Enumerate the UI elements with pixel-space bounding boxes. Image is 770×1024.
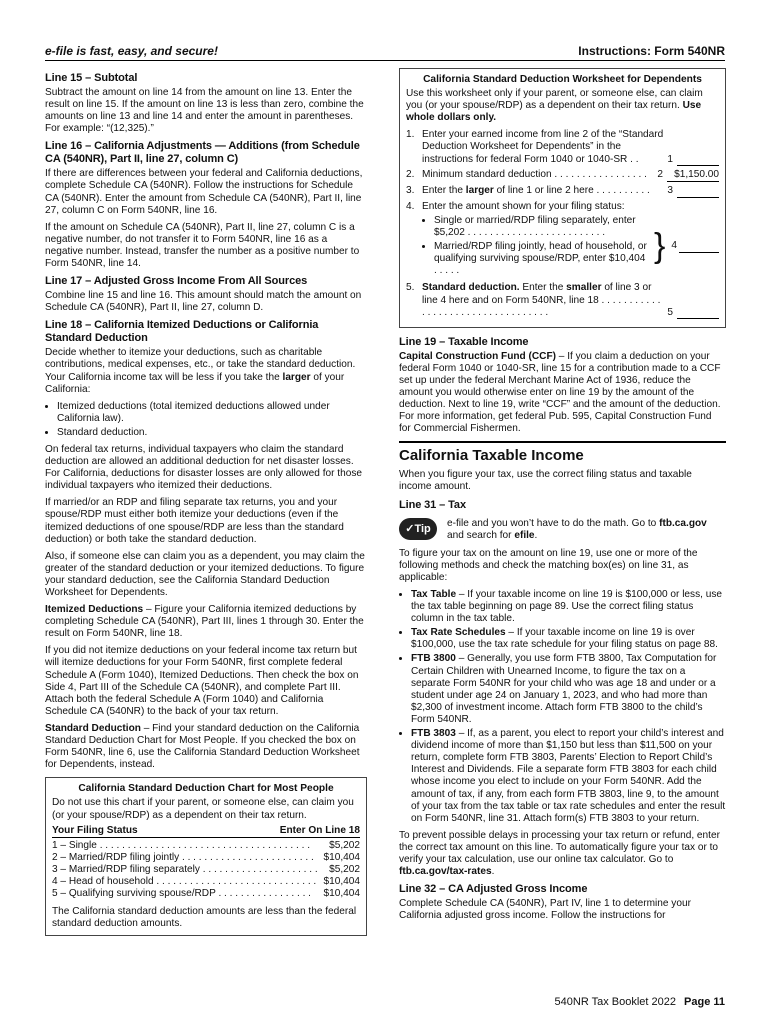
- line16-heading: Line 16 – California Adjustments — Additions (from Schedule CA (540NR), Part II, line 27, column C): [45, 140, 360, 166]
- prevent-delays-paragraph: To prevent possible delays in processing your tax return or refund, enter the correct tax amount on this line. To automatically figure your tax or to verify your tax calculation, use our online tax calculator. Go to ftb.ca.gov/tax-rates.: [399, 829, 720, 878]
- worksheet-step-5: 5. Standard deduction. Enter the smaller of line 3 or line 4 here and on Form 540NR, line 18 . . . . . . . . . . . . . . . . . . . . . . . . . . . . . . . . . . 5: [406, 282, 719, 318]
- standard-deduction-paragraph: Standard Deduction – Find your standard deduction on the California Standard Deduction Chart for Most People. If you checked the box on Form 540NR, line 6, use the California Standard Deduction Worksheet for Dependents, instead.: [45, 722, 360, 771]
- list-item: • Standard deduction.: [57, 427, 367, 439]
- chart-note: The California standard deduction amounts are less than the federal standard deduction amounts.: [52, 906, 357, 930]
- table-row: 4 – Head of household . . . . . . . . . . . . . . . . . . . . . . . . . . . . . $10,404: [52, 875, 360, 887]
- worksheet-step-4: 4. Enter the amount shown for your filing status: • Single or married/RDP filing separately, enter $5,202 . . . . . . . . . . . . . . . . . . . . . . . . . • Married/RDP filing jointly, head of household, or qualifying surviving spouse/RDP, enter $10,404 . . . . . } 4: [406, 201, 719, 280]
- list-item: • Single or married/RDP filing separately, enter $5,202 . . . . . . . . . . . . . . . . . . . . . . . . .: [434, 215, 648, 239]
- federal-itemize-paragraph: If you did not itemize deductions on your federal income tax return but will itemize deductions for your Form 540NR, first complete federal Schedule A (Form 1040), Itemized Deductions. Then check the box on Side 4, Part III of the Schedule CA (540NR), and complete Part III. Attach both the federal Schedule A (Form 1040) and California Schedule CA (540NR) to the back of your tax return.: [45, 645, 359, 717]
- page-number: Page 11: [684, 996, 725, 1008]
- chart-header-row: [52, 825, 360, 838]
- worksheet-step-3: 3. Enter the larger of line 1 or line 2 here . . . . . . . . . . 3: [406, 185, 719, 198]
- list-item: • Tax Table – If your taxable income on line 19 is $100,000 or less, use the tax table beginning on page 89. Use the correct filing status column in the tax table.: [411, 589, 726, 625]
- line16-paragraph-1: If there are differences between your federal and California deductions, complete Schedule CA (540NR). Follow the instructions for Schedule CA (540NR). Enter the amount from Schedule CA (540NR), Part II, line 27, column C on Form 540NR, line 16.: [45, 168, 363, 216]
- standard-deduction-chart: [45, 777, 367, 936]
- list-item: • Married/RDP filing jointly, head of household, or qualifying surviving spouse/RDP, enter $10,404 . . . . .: [434, 241, 648, 277]
- line18-paragraph-1: Decide whether to itemize your deductions, such as charitable contributions, medical expenses, etc., or take the standard deduction. Your California income tax will be less if you take the larger of your California:: [45, 347, 356, 395]
- table-row: 2 – Married/RDP filing jointly . . . . . . . . . . . . . . . . . . . . . . . . $10,404: [52, 851, 360, 863]
- efile-tip: [399, 518, 726, 542]
- page-footer: [555, 996, 725, 1008]
- chart-intro: Do not use this chart if your parent, or someone else, can claim you (or your spouse/RDP) as a dependent on their tax return.: [52, 797, 354, 821]
- tip-checkmark-icon: ✓Tip: [399, 518, 437, 540]
- booklet-title: 540NR Tax Booklet 2022: [554, 996, 677, 1008]
- line31-heading: Line 31 – Tax: [399, 498, 466, 511]
- worksheet-intro: Use this worksheet only if your parent, or someone else, can claim you (or your spouse/RDP) as a dependent on their tax return. Use whole dollars only.: [406, 88, 703, 124]
- chart-title: California Standard Deduction Chart for Most People: [78, 783, 334, 795]
- page-header: [45, 44, 725, 61]
- line19-heading: Line 19 – Taxable Income: [399, 335, 529, 348]
- dependent-paragraph: Also, if someone else can claim you as a dependent, you may claim the greater of the standard deduction or your itemized deductions. To figure your standard deduction, see the California Standard Deduction Worksheet for Dependents.: [45, 550, 365, 598]
- line15-text: Subtract the amount on line 14 from the amount on line 13. Enter the result on line 15. If the amount on line 13 is less than zero, combine the amounts on line 13 and line 14 and enter the amount in parentheses. For example: “(12,325).”: [45, 87, 364, 135]
- table-row: 3 – Married/RDP filing separately . . . . . . . . . . . . . . . . . . . . . $5,202: [52, 863, 360, 875]
- worksheet-line-1-field[interactable]: [677, 153, 719, 166]
- worksheet-line-2-value: $1,150.00: [667, 169, 719, 182]
- dependents-worksheet: [399, 68, 726, 328]
- table-row: 5 – Qualifying surviving spouse/RDP . . . . . . . . . . . . . . . . . $10,404: [52, 888, 360, 900]
- ccf-paragraph: Capital Construction Fund (CCF) – If you claim a deduction on your federal Form 1040 or 1040-SR, line 15 for a contribution made to a CCF set up under the federal Merchant Marine Act of 1936, reduce the amount you would otherwise enter on line 19 by the amount of the deduction. Next to line 19, write “CCF” and the amount of the deduction. For more information, get federal Pub. 595, Capital Construction Fund for Commercial Fishermen.: [399, 350, 721, 435]
- worksheet-line-3-field[interactable]: [677, 185, 719, 198]
- line18-heading: Line 18 – California Itemized Deductions or California Standard Deduction: [45, 319, 319, 345]
- header-efile-slogan: e-file is fast, easy, and secure!: [45, 44, 218, 58]
- itemized-deductions-paragraph: Itemized Deductions – Figure your California itemized deductions by completing Schedule CA (540NR), Part III, lines 1 through 30. Enter the result on Form 540NR, line 18.: [45, 604, 364, 640]
- tax-method-intro: To figure your tax on the amount on line 19, use one or more of the following methods and check the matching box(es) on line 31, as applicable:: [399, 547, 698, 583]
- california-taxable-income-heading: California Taxable Income: [399, 441, 726, 465]
- ftb-link[interactable]: ftb.ca.gov: [659, 517, 707, 529]
- deduction-options-list: [45, 401, 367, 439]
- line17-heading: Line 17 – Adjusted Gross Income From All Sources: [45, 275, 308, 288]
- line32-heading: Line 32 – CA Adjusted Gross Income: [399, 883, 588, 896]
- list-item: • Itemized deductions (total itemized deductions allowed under California law).: [57, 401, 367, 425]
- list-item: • FTB 3803 – If, as a parent, you elect to report your child’s interest and dividend income of more than $1,150 but less than $11,500 on your return, complete form FTB 3803, Parents’ Election to Report Child’s Interest and Dividends. File a separate form FTB 3803 for each child whose income you elect to include on your Form 540NR. Add the amount of tax, if any, from each form FTB 3803, line 9, to the amount of your tax from the tax table or tax rate schedules and enter the result on Form 540NR, line 31. Attach form(s) FTB 3803 to your return.: [411, 728, 726, 825]
- left-column: [45, 68, 367, 936]
- worksheet-step-1: 1. Enter your earned income from line 2 of the “Standard Deduction Worksheet for Dependents” in the instructions for federal Form 1040 or 1040-SR . . 1: [406, 129, 719, 165]
- line17-text: Combine line 15 and line 16. This amount should match the amount on Schedule CA (540NR), Part II, line 27, column D.: [45, 290, 362, 314]
- married-rdp-paragraph: If married/or an RDP and filing separate tax returns, you and your spouse/RDP must either both itemize your deductions (even if the itemized deductions of one spouse/RDP are less than the standard deduction) or both take the standard deduction.: [45, 497, 344, 545]
- list-item: • FTB 3800 – Generally, you use form FTB 3800, Tax Computation for Certain Children with Unearned Income, to figure the tax on a separate Form 540NR for your child who was age 18 and under or a student under age 24 on January 1, 2023, and who had more than $2,300 of investment income. Attach form FTB 3800 to the child’s Form 540NR.: [411, 653, 726, 726]
- tip-text: e-file and you won’t have to do the math. Go to ftb.ca.gov and search for efile.: [447, 517, 707, 541]
- line32-text: Complete Schedule CA (540NR), Part IV, line 1 to determine your California adjusted gross income. Follow the instructions for: [399, 898, 691, 922]
- chart-col-line18: Enter On Line 18: [279, 824, 360, 836]
- list-item: • Tax Rate Schedules – If your taxable income on line 19 is over $100,000, use the tax rate schedule for your filing status on page 88.: [411, 627, 726, 651]
- disaster-loss-paragraph: On federal tax returns, individual taxpayers who claim the standard deduction are allowed an additional deduction for net disaster losses. For California, deductions for disaster losses are only allowed for those individual taxpayers who itemized their deductions.: [45, 443, 362, 492]
- worksheet-line-5-field[interactable]: [677, 306, 719, 319]
- chart-col-filing-status: Your Filing Status: [52, 824, 138, 836]
- table-row: 1 – Single . . . . . . . . . . . . . . . . . . . . . . . . . . . . . . . . . . . . . . $5,202: [52, 839, 360, 851]
- cti-intro: When you figure your tax, use the correct filing status and taxable income amount.: [399, 469, 692, 493]
- worksheet-title: California Standard Deduction Worksheet for Dependents: [423, 74, 702, 85]
- right-column: [399, 68, 726, 927]
- line15-heading: Line 15 – Subtotal: [45, 72, 138, 84]
- line16-paragraph-2: If the amount on Schedule CA (540NR), Part II, line 27, column C is a negative number, do not transfer it to Form 540NR, line 16 as a negative number. Instead, transfer the number as a positive number to Form 540NR, line 14.: [45, 221, 360, 270]
- header-form-title: Instructions: Form 540NR: [578, 44, 725, 58]
- brace-icon: }: [654, 227, 666, 266]
- tax-rates-link[interactable]: ftb.ca.gov/tax-rates: [399, 866, 492, 878]
- tax-method-list: [399, 589, 726, 825]
- worksheet-line-4-field[interactable]: [679, 240, 719, 253]
- worksheet-step-2: 2. Minimum standard deduction . . . . . . . . . . . . . . . . . 2 $1,150.00: [406, 169, 719, 182]
